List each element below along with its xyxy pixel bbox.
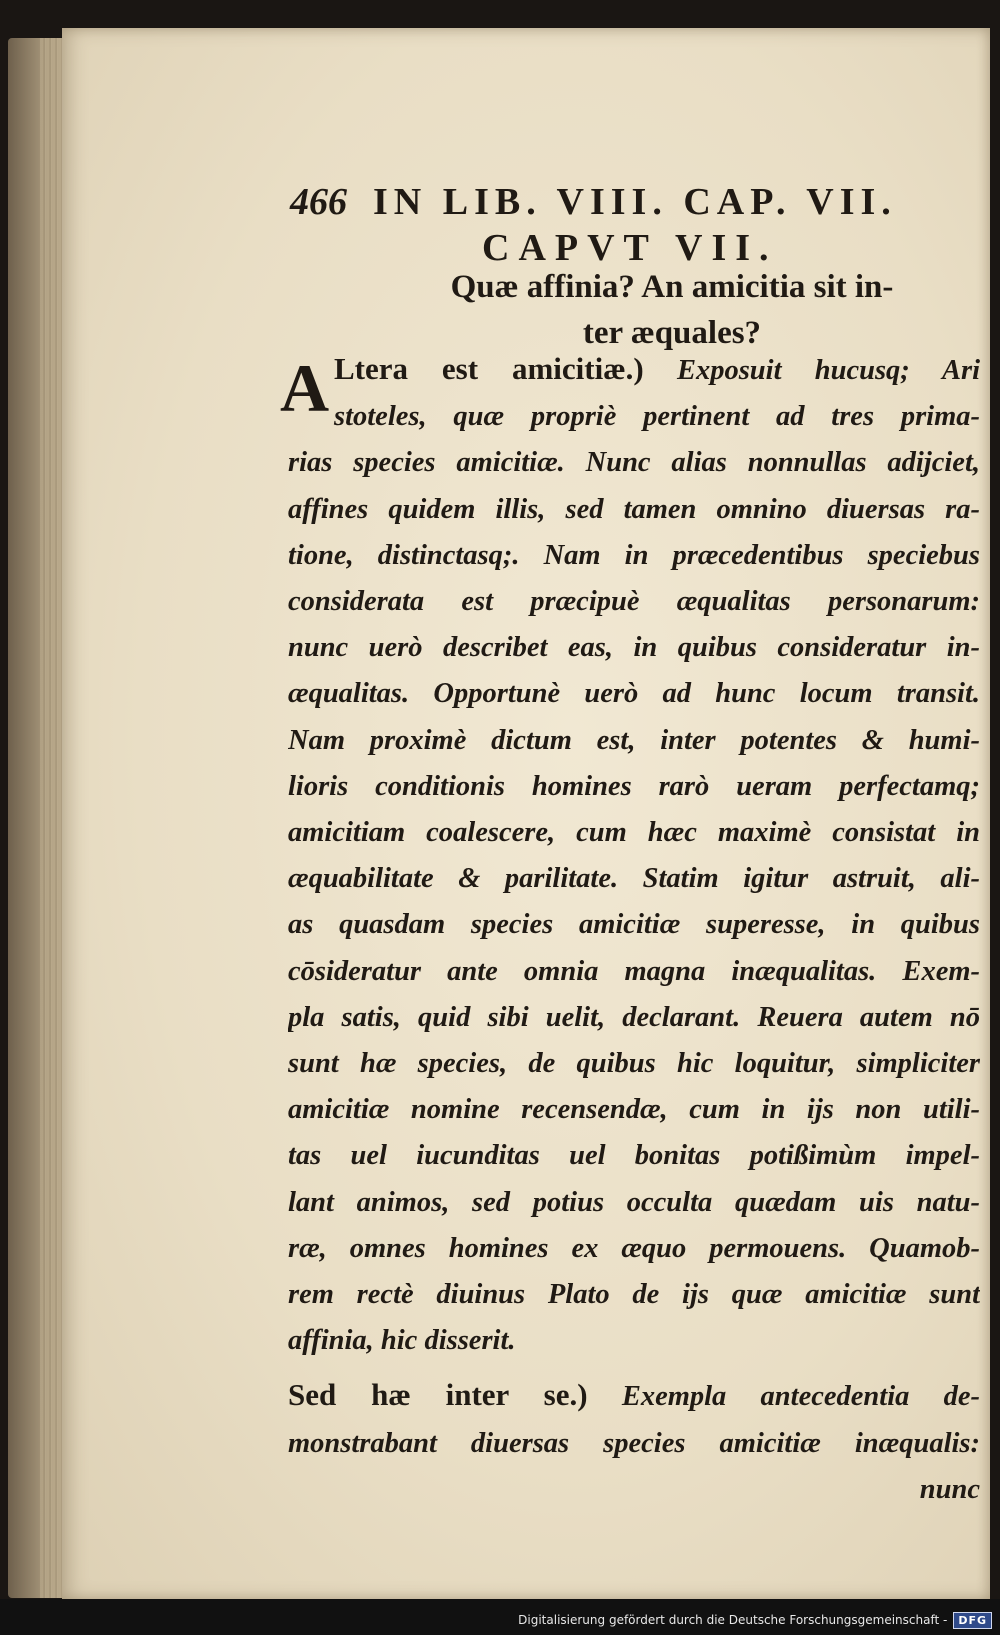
body-line: amicitiæ nomine recensendæ, cum in ijs non utili- [288,1094,980,1126]
body-line: lioris conditionis homines rarò ueram perfectamq; [288,770,980,802]
running-head [290,180,970,224]
body-line: lant animos, sed potius occulta quædam uis natu- [288,1186,980,1218]
body-line: considerata est præcipuè æqualitas personarum: [288,586,980,618]
body-line: as quasdam species amicitiæ superesse, in quibus [288,909,980,941]
chapter-title: CAPVT VII. [482,227,778,269]
credit-text: Digitalisierung gefördert durch die Deutsche Forschungsgemeinschaft - [518,1613,948,1627]
body-line-tail: Exempla antecedentia de- [621,1381,980,1413]
heading-line: ter æquales? [582,315,762,351]
body-line: monstrabant diuersas species amicitiæ inæqualis: [288,1427,980,1459]
body-line: sunt hæ species, de quibus hic loquitur, simpliciter [288,1048,980,1080]
paragraph-gap [288,1364,980,1372]
page-number: 466 [290,181,347,223]
dfg-logo: DFG [953,1612,992,1629]
body-line: affinia, hic disserit. [288,1325,516,1357]
body-line-tail: Exposuit hucusq; Ari [676,355,980,386]
body-line: affines quidem illis, sed tamen omnino diuersas ra- [288,493,980,525]
drop-initial: A [280,350,330,426]
heading-line: Quæ affinia? An amicitia sit in- [450,269,894,305]
lemma: Ltera est amicitiæ.) [334,351,644,386]
running-head-text: IN LIB. VIII. CAP. VII. [373,181,897,223]
body-line: stoteles, quæ propriè pertinent ad tres prima- [334,401,980,433]
body-line: æqualitas. Opportunè uerò ad hunc locum transit. [288,678,980,710]
body-line: æquabilitate & parilitate. Statim igitur astruit, ali- [288,863,980,895]
body-line: ræ, omnes homines ex æquo permouens. Quamob- [288,1232,980,1264]
body-line: rias species amicitiæ. Nunc alias nonnullas adijciet, [288,447,980,479]
body-line: tione, distinctasq;. Nam in præcedentibus speciebus [288,539,980,571]
book-page [62,28,990,1600]
body-line [288,346,980,394]
body-line: cōsideratur ante omnia magna inæqualitas. Exem- [288,955,980,987]
body-line: nunc uerò describet eas, in quibus consideratur in- [288,632,980,664]
body-line [288,1372,980,1420]
body-line: amicitiam coalescere, cum hæc maximè consistat in [288,817,980,849]
body-line: Nam proximè dictum est, inter potentes & humi- [288,724,980,756]
catchword: nunc [919,1473,980,1505]
chapter-heading [412,264,932,356]
body-line: rem rectè diuinus Plato de ijs quæ amicitiæ sunt [288,1279,980,1311]
body-line: tas uel iucunditas uel bonitas potißimùm impel- [288,1140,980,1172]
digitization-credit [518,1609,992,1631]
body-line: pla satis, quid sibi uelit, declarant. Reuera autem nō [288,1001,980,1033]
body-text [280,346,980,1513]
lemma: Sed hæ inter se.) [288,1377,588,1413]
